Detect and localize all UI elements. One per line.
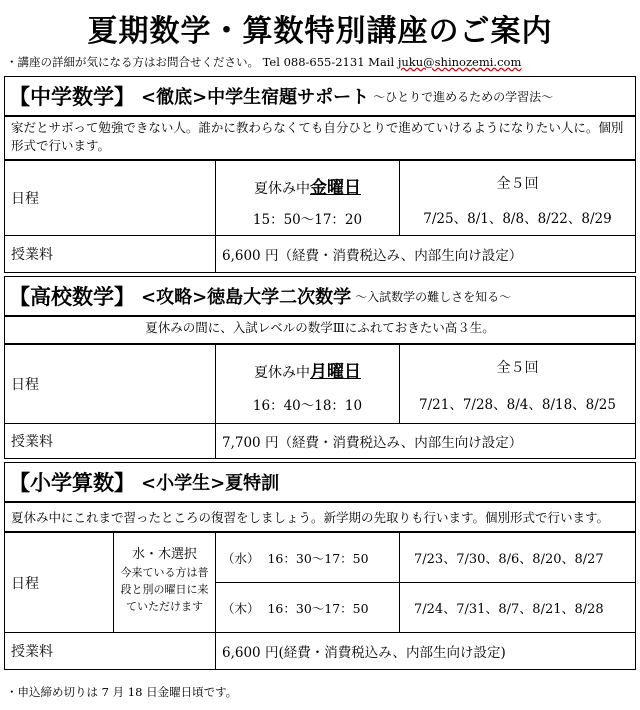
section-bracket: 【高校数学】 <box>9 284 135 309</box>
contact-note <box>6 54 521 70</box>
time-range: 16：40～18：10 <box>252 398 363 414</box>
deadline-note: ・申込締め切りは 7 月 18 日金曜日頃です。 <box>6 685 238 699</box>
section-subtitle: <徹底>中学生宿題サポート <box>141 87 370 108</box>
fee-value: 7,700 円（経費・消費税込み、内部生向け設定） <box>215 423 636 459</box>
session-count: 全５回 <box>496 360 539 376</box>
schedule-label: 日程 <box>4 344 216 424</box>
section-subtitle: <小学生>夏特訓 <box>141 473 280 494</box>
fee-label: 授業料 <box>4 632 216 670</box>
section-tagline: ～ひとりで進めるための学習法～ <box>373 89 554 104</box>
schedule-label: 日程 <box>4 532 114 633</box>
session-count: 全５回 <box>496 176 539 192</box>
day-of-week: 金曜日 <box>310 178 361 198</box>
schedule-day-time <box>215 160 400 236</box>
fee-value: 6,600 円（経費・消費税込み、内部生向け設定） <box>215 235 636 273</box>
choice-note: 今来ている方は普段と別の曜日に来ていただけます <box>120 566 209 613</box>
section-high-header <box>4 276 636 316</box>
schedule-dates <box>399 160 636 236</box>
section-bracket: 【中学数学】 <box>9 84 135 109</box>
slot-day: （水） <box>222 550 260 566</box>
section-subtitle: <攻略>徳島大学二次数学 <box>141 287 352 308</box>
section-tagline: ～入試数学の難しさを知る～ <box>355 289 512 304</box>
fee-label: 授業料 <box>4 235 216 273</box>
day-prefix: 夏休み中 <box>254 365 310 381</box>
section-bracket: 【小学算数】 <box>9 470 135 495</box>
section-junior-desc: 家だとサボって勉強できない人。誰かに教わらなくても自分ひとりで進めていけるようになりたい人に。個別形式で行います。 <box>4 116 636 160</box>
schedule-dates <box>399 344 636 424</box>
slot-day: （木） <box>222 600 260 616</box>
thu-dates: 7/24、7/31、8/7、8/21、8/28 <box>399 582 636 633</box>
wed-dates: 7/23、7/30、8/6、8/20、8/27 <box>399 532 636 583</box>
fee-value: 6,600 円(経費・消費税込み、内部生向け設定) <box>215 632 636 670</box>
section-high-desc: 夏休みの間に、入試レベルの数学Ⅲにふれておきたい高３生。 <box>4 316 636 344</box>
choice-title: 水・木選択 <box>131 547 197 562</box>
date-list: 7/25、8/1、8/8、8/22、8/29 <box>423 211 612 227</box>
time-range: 15：50～17：20 <box>252 212 363 228</box>
schedule-label: 日程 <box>4 160 216 236</box>
day-of-week: 月曜日 <box>310 362 361 382</box>
section-junior-header <box>4 76 636 116</box>
page-title: 夏期数学・算数特別講座のご案内 <box>87 14 553 49</box>
slot-time: 16：30～17：50 <box>267 600 369 616</box>
wed-slot <box>215 532 400 583</box>
contact-email: juku@shinozemi.com <box>397 55 522 69</box>
section-elementary-header <box>4 462 636 502</box>
thu-slot <box>215 582 400 633</box>
section-elementary-desc: 夏休み中にこれまで習ったところの復習をしましょう。新学期の先取りも行います。個別形式で行います。 <box>4 502 636 532</box>
slot-time: 16：30～17：50 <box>267 550 369 566</box>
day-prefix: 夏休み中 <box>254 181 310 197</box>
day-choice <box>113 532 216 633</box>
date-list: 7/21、7/28、8/4、8/18、8/25 <box>419 397 616 413</box>
contact-text: ・講座の詳細が気になる方はお問合せください。 Tel 088-655-2131 Mail <box>6 55 395 69</box>
schedule-day-time <box>215 344 400 424</box>
fee-label: 授業料 <box>4 423 216 459</box>
